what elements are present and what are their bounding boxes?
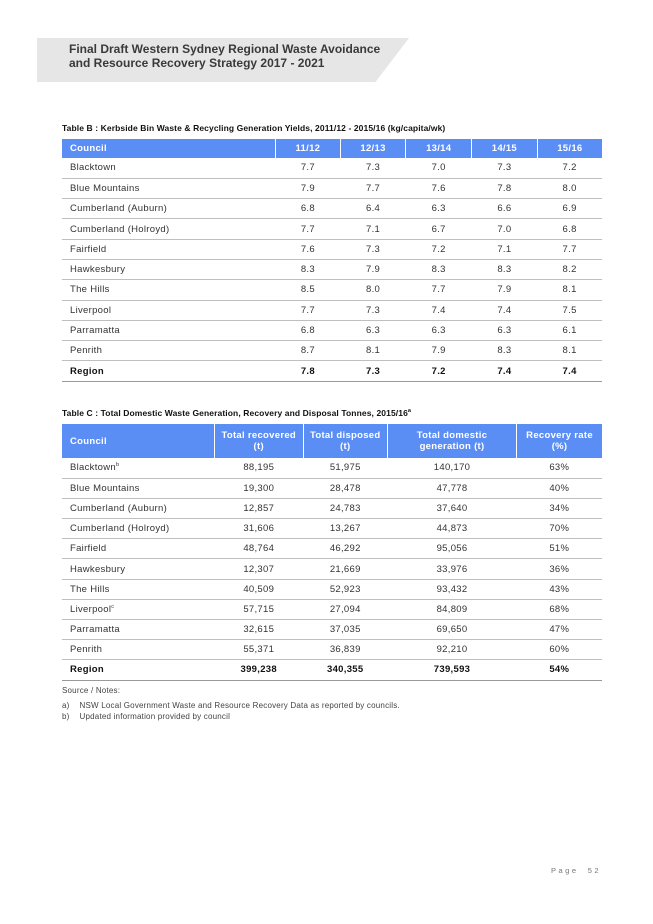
- yield-value: 6.8: [537, 219, 602, 239]
- table-row: [62, 280, 602, 300]
- tonnage-value: 33,976: [387, 559, 516, 579]
- table-c-caption-footnote: a: [407, 408, 412, 415]
- table-row: [62, 458, 602, 478]
- tonnage-value: 31,606: [215, 519, 304, 539]
- region-value: 7.4: [472, 361, 538, 381]
- document-title-line1: Final Draft Western Sydney Regional Waste Avoidance: [69, 42, 381, 56]
- region-total-row: [62, 361, 602, 381]
- yield-value: 6.7: [406, 219, 472, 239]
- yield-value: 8.0: [537, 178, 602, 198]
- tonnage-value: 34%: [517, 498, 602, 518]
- yield-value: 7.7: [340, 178, 406, 198]
- yield-value: 6.6: [472, 199, 538, 219]
- council-name-text: Fairfield: [70, 543, 107, 555]
- tonnage-value: 52,923: [303, 579, 387, 599]
- council-name: Cumberland (Auburn): [62, 199, 276, 219]
- region-value: 399,238: [215, 660, 304, 680]
- council-name-text: Cumberland (Holroyd): [70, 523, 170, 535]
- council-name: Blue Mountains: [62, 178, 276, 198]
- council-name: [62, 599, 215, 619]
- note-item: [62, 701, 400, 710]
- yield-value: 7.9: [472, 280, 538, 300]
- council-name: Liverpool: [62, 300, 276, 320]
- tonnage-value: 55,371: [215, 640, 304, 660]
- yield-value: 8.3: [276, 259, 341, 279]
- page-number: [551, 866, 601, 875]
- yield-value: 7.9: [340, 259, 406, 279]
- yield-value: 7.9: [276, 178, 341, 198]
- council-name: [62, 620, 215, 640]
- yield-value: 7.5: [537, 300, 602, 320]
- council-name-text: Penrith: [70, 644, 103, 656]
- tonnage-value: 12,307: [215, 559, 304, 579]
- tonnage-value: 63%: [517, 458, 602, 478]
- table-b-column-header: 14/15: [472, 139, 538, 158]
- document-title-line2: and Resource Recovery Strategy 2017 - 2021: [69, 56, 325, 70]
- yield-value: 6.4: [340, 199, 406, 219]
- council-name: [62, 498, 215, 518]
- yield-value: 8.2: [537, 259, 602, 279]
- tonnage-value: 51%: [517, 539, 602, 559]
- table-row: [62, 320, 602, 340]
- yield-value: 7.7: [276, 219, 341, 239]
- yield-value: 6.8: [276, 320, 341, 340]
- tonnage-value: 47%: [517, 620, 602, 640]
- table-b-column-header: 15/16: [537, 139, 602, 158]
- document-title: [69, 42, 389, 70]
- tonnage-value: 57,715: [215, 599, 304, 619]
- region-value: 7.3: [340, 361, 406, 381]
- table-row: [62, 219, 602, 239]
- yield-value: 6.8: [276, 199, 341, 219]
- tonnage-value: 37,640: [387, 498, 516, 518]
- footnote-marker: c: [111, 603, 115, 610]
- table-c-column-header: Recovery rate (%): [517, 424, 602, 458]
- council-name-text: Blue Mountains: [70, 482, 140, 494]
- note-text: Updated information provided by council: [79, 712, 231, 721]
- yield-value: 7.7: [406, 280, 472, 300]
- tonnage-value: 36%: [517, 559, 602, 579]
- yield-value: 7.9: [406, 341, 472, 361]
- region-value: 340,355: [303, 660, 387, 680]
- table-row: [62, 579, 602, 599]
- council-name: Cumberland (Holroyd): [62, 219, 276, 239]
- yield-value: 7.4: [472, 300, 538, 320]
- tonnage-value: 40,509: [215, 579, 304, 599]
- tonnage-value: 68%: [517, 599, 602, 619]
- table-row: [62, 478, 602, 498]
- tonnage-value: 60%: [517, 640, 602, 660]
- yield-value: 8.0: [340, 280, 406, 300]
- tonnage-value: 19,300: [215, 478, 304, 498]
- table-row: [62, 498, 602, 518]
- table-row: [62, 199, 602, 219]
- council-name: Fairfield: [62, 239, 276, 259]
- table-row: [62, 539, 602, 559]
- yield-value: 7.6: [276, 239, 341, 259]
- table-b-caption: Table B : Kerbside Bin Waste & Recycling Generation Yields, 2011/12 - 2015/16 (kg/capita/wk): [62, 123, 446, 133]
- region-value: 739,593: [387, 660, 516, 680]
- table-row: [62, 259, 602, 279]
- region-label: Region: [62, 660, 215, 680]
- yield-value: 7.6: [406, 178, 472, 198]
- yield-value: 8.1: [340, 341, 406, 361]
- table-b-column-header: 12/13: [340, 139, 406, 158]
- table-b-column-header: Council: [62, 139, 276, 158]
- yield-value: 7.0: [406, 158, 472, 178]
- region-value: 54%: [517, 660, 602, 680]
- page-number-value: 52: [587, 866, 602, 875]
- region-total-row: [62, 660, 602, 680]
- yield-value: 6.9: [537, 199, 602, 219]
- yield-value: 6.3: [472, 320, 538, 340]
- council-name: The Hills: [62, 280, 276, 300]
- table-c: [62, 424, 602, 681]
- yield-value: 7.1: [340, 219, 406, 239]
- table-row: [62, 640, 602, 660]
- tonnage-value: 36,839: [303, 640, 387, 660]
- region-value: 7.8: [276, 361, 341, 381]
- tonnage-value: 13,267: [303, 519, 387, 539]
- table-b-column-header: 13/14: [406, 139, 472, 158]
- table-row: [62, 341, 602, 361]
- table-row: [62, 519, 602, 539]
- yield-value: 7.0: [472, 219, 538, 239]
- yield-value: 7.7: [276, 158, 341, 178]
- table-b: [62, 139, 602, 382]
- tonnage-value: 69,650: [387, 620, 516, 640]
- council-name: [62, 640, 215, 660]
- council-name-text: Hawkesbury: [70, 563, 126, 575]
- tonnage-value: 40%: [517, 478, 602, 498]
- note-marker: b): [62, 712, 70, 721]
- tonnage-value: 84,809: [387, 599, 516, 619]
- tonnage-value: 12,857: [215, 498, 304, 518]
- tonnage-value: 46,292: [303, 539, 387, 559]
- table-c-column-header: Council: [62, 424, 215, 458]
- table-row: [62, 620, 602, 640]
- region-value: 7.4: [537, 361, 602, 381]
- tonnage-value: 92,210: [387, 640, 516, 660]
- tonnage-value: 47,778: [387, 478, 516, 498]
- yield-value: 7.2: [406, 239, 472, 259]
- tonnage-value: 43%: [517, 579, 602, 599]
- source-notes: [62, 686, 400, 723]
- tonnage-value: 88,195: [215, 458, 304, 478]
- council-name-text: Cumberland (Auburn): [70, 502, 168, 514]
- yield-value: 8.3: [472, 341, 538, 361]
- council-name: Parramatta: [62, 320, 276, 340]
- table-row: [62, 559, 602, 579]
- yield-value: 6.1: [537, 320, 602, 340]
- tonnage-value: 24,783: [303, 498, 387, 518]
- council-name: [62, 539, 215, 559]
- council-name: [62, 478, 215, 498]
- yield-value: 8.3: [472, 259, 538, 279]
- council-name: [62, 579, 215, 599]
- table-c-column-header: Total recovered (t): [215, 424, 304, 458]
- council-name: [62, 559, 215, 579]
- council-name: [62, 519, 215, 539]
- table-row: [62, 178, 602, 198]
- tonnage-value: 44,873: [387, 519, 516, 539]
- yield-value: 7.3: [340, 158, 406, 178]
- yield-value: 6.3: [406, 320, 472, 340]
- yield-value: 7.7: [276, 300, 341, 320]
- note-item: [62, 712, 400, 721]
- tonnage-value: 37,035: [303, 620, 387, 640]
- council-name-text: The Hills: [70, 583, 110, 595]
- table-row: [62, 300, 602, 320]
- yield-value: 8.1: [537, 341, 602, 361]
- page-label: Page: [551, 866, 579, 875]
- yield-value: 8.3: [406, 259, 472, 279]
- table-row: [62, 158, 602, 178]
- table-c-column-header: Total domestic generation (t): [387, 424, 516, 458]
- notes-heading: Source / Notes:: [62, 686, 121, 695]
- council-name: Hawkesbury: [62, 259, 276, 279]
- table-c-caption-text: Table C : Total Domestic Waste Generation, Recovery and Disposal Tonnes, 2015/16: [62, 408, 408, 418]
- table-b-header-row: [62, 139, 602, 158]
- region-label: Region: [62, 361, 276, 381]
- tonnage-value: 51,975: [303, 458, 387, 478]
- yield-value: 6.3: [340, 320, 406, 340]
- yield-value: 8.7: [276, 341, 341, 361]
- tonnage-value: 32,615: [215, 620, 304, 640]
- footnote-marker: b: [116, 462, 120, 469]
- yield-value: 8.1: [537, 280, 602, 300]
- tonnage-value: 48,764: [215, 539, 304, 559]
- yield-value: 7.8: [472, 178, 538, 198]
- yield-value: 7.7: [537, 239, 602, 259]
- table-row: [62, 239, 602, 259]
- yield-value: 7.2: [537, 158, 602, 178]
- yield-value: 8.5: [276, 280, 341, 300]
- yield-value: 6.3: [406, 199, 472, 219]
- tonnage-value: 93,432: [387, 579, 516, 599]
- yield-value: 7.3: [340, 239, 406, 259]
- tonnage-value: 28,478: [303, 478, 387, 498]
- yield-value: 7.3: [472, 158, 538, 178]
- table-b-column-header: 11/12: [276, 139, 341, 158]
- tonnage-value: 140,170: [387, 458, 516, 478]
- tonnage-value: 95,056: [387, 539, 516, 559]
- table-c-column-header: Total disposed (t): [303, 424, 387, 458]
- table-row: [62, 599, 602, 619]
- tonnage-value: 70%: [517, 519, 602, 539]
- council-name-text: Liverpool: [70, 603, 112, 615]
- council-name: Blacktown: [62, 158, 276, 178]
- council-name-text: Blacktown: [70, 462, 116, 474]
- yield-value: 7.1: [472, 239, 538, 259]
- yield-value: 7.4: [406, 300, 472, 320]
- table-c-caption: [62, 408, 411, 418]
- tonnage-value: 27,094: [303, 599, 387, 619]
- note-marker: a): [62, 701, 70, 710]
- yield-value: 7.3: [340, 300, 406, 320]
- region-value: 7.2: [406, 361, 472, 381]
- council-name-text: Parramatta: [70, 624, 120, 636]
- table-c-header-row: [62, 424, 602, 458]
- note-text: NSW Local Government Waste and Resource Recovery Data as reported by councils.: [79, 701, 400, 710]
- council-name: [62, 458, 215, 478]
- council-name: Penrith: [62, 341, 276, 361]
- tonnage-value: 21,669: [303, 559, 387, 579]
